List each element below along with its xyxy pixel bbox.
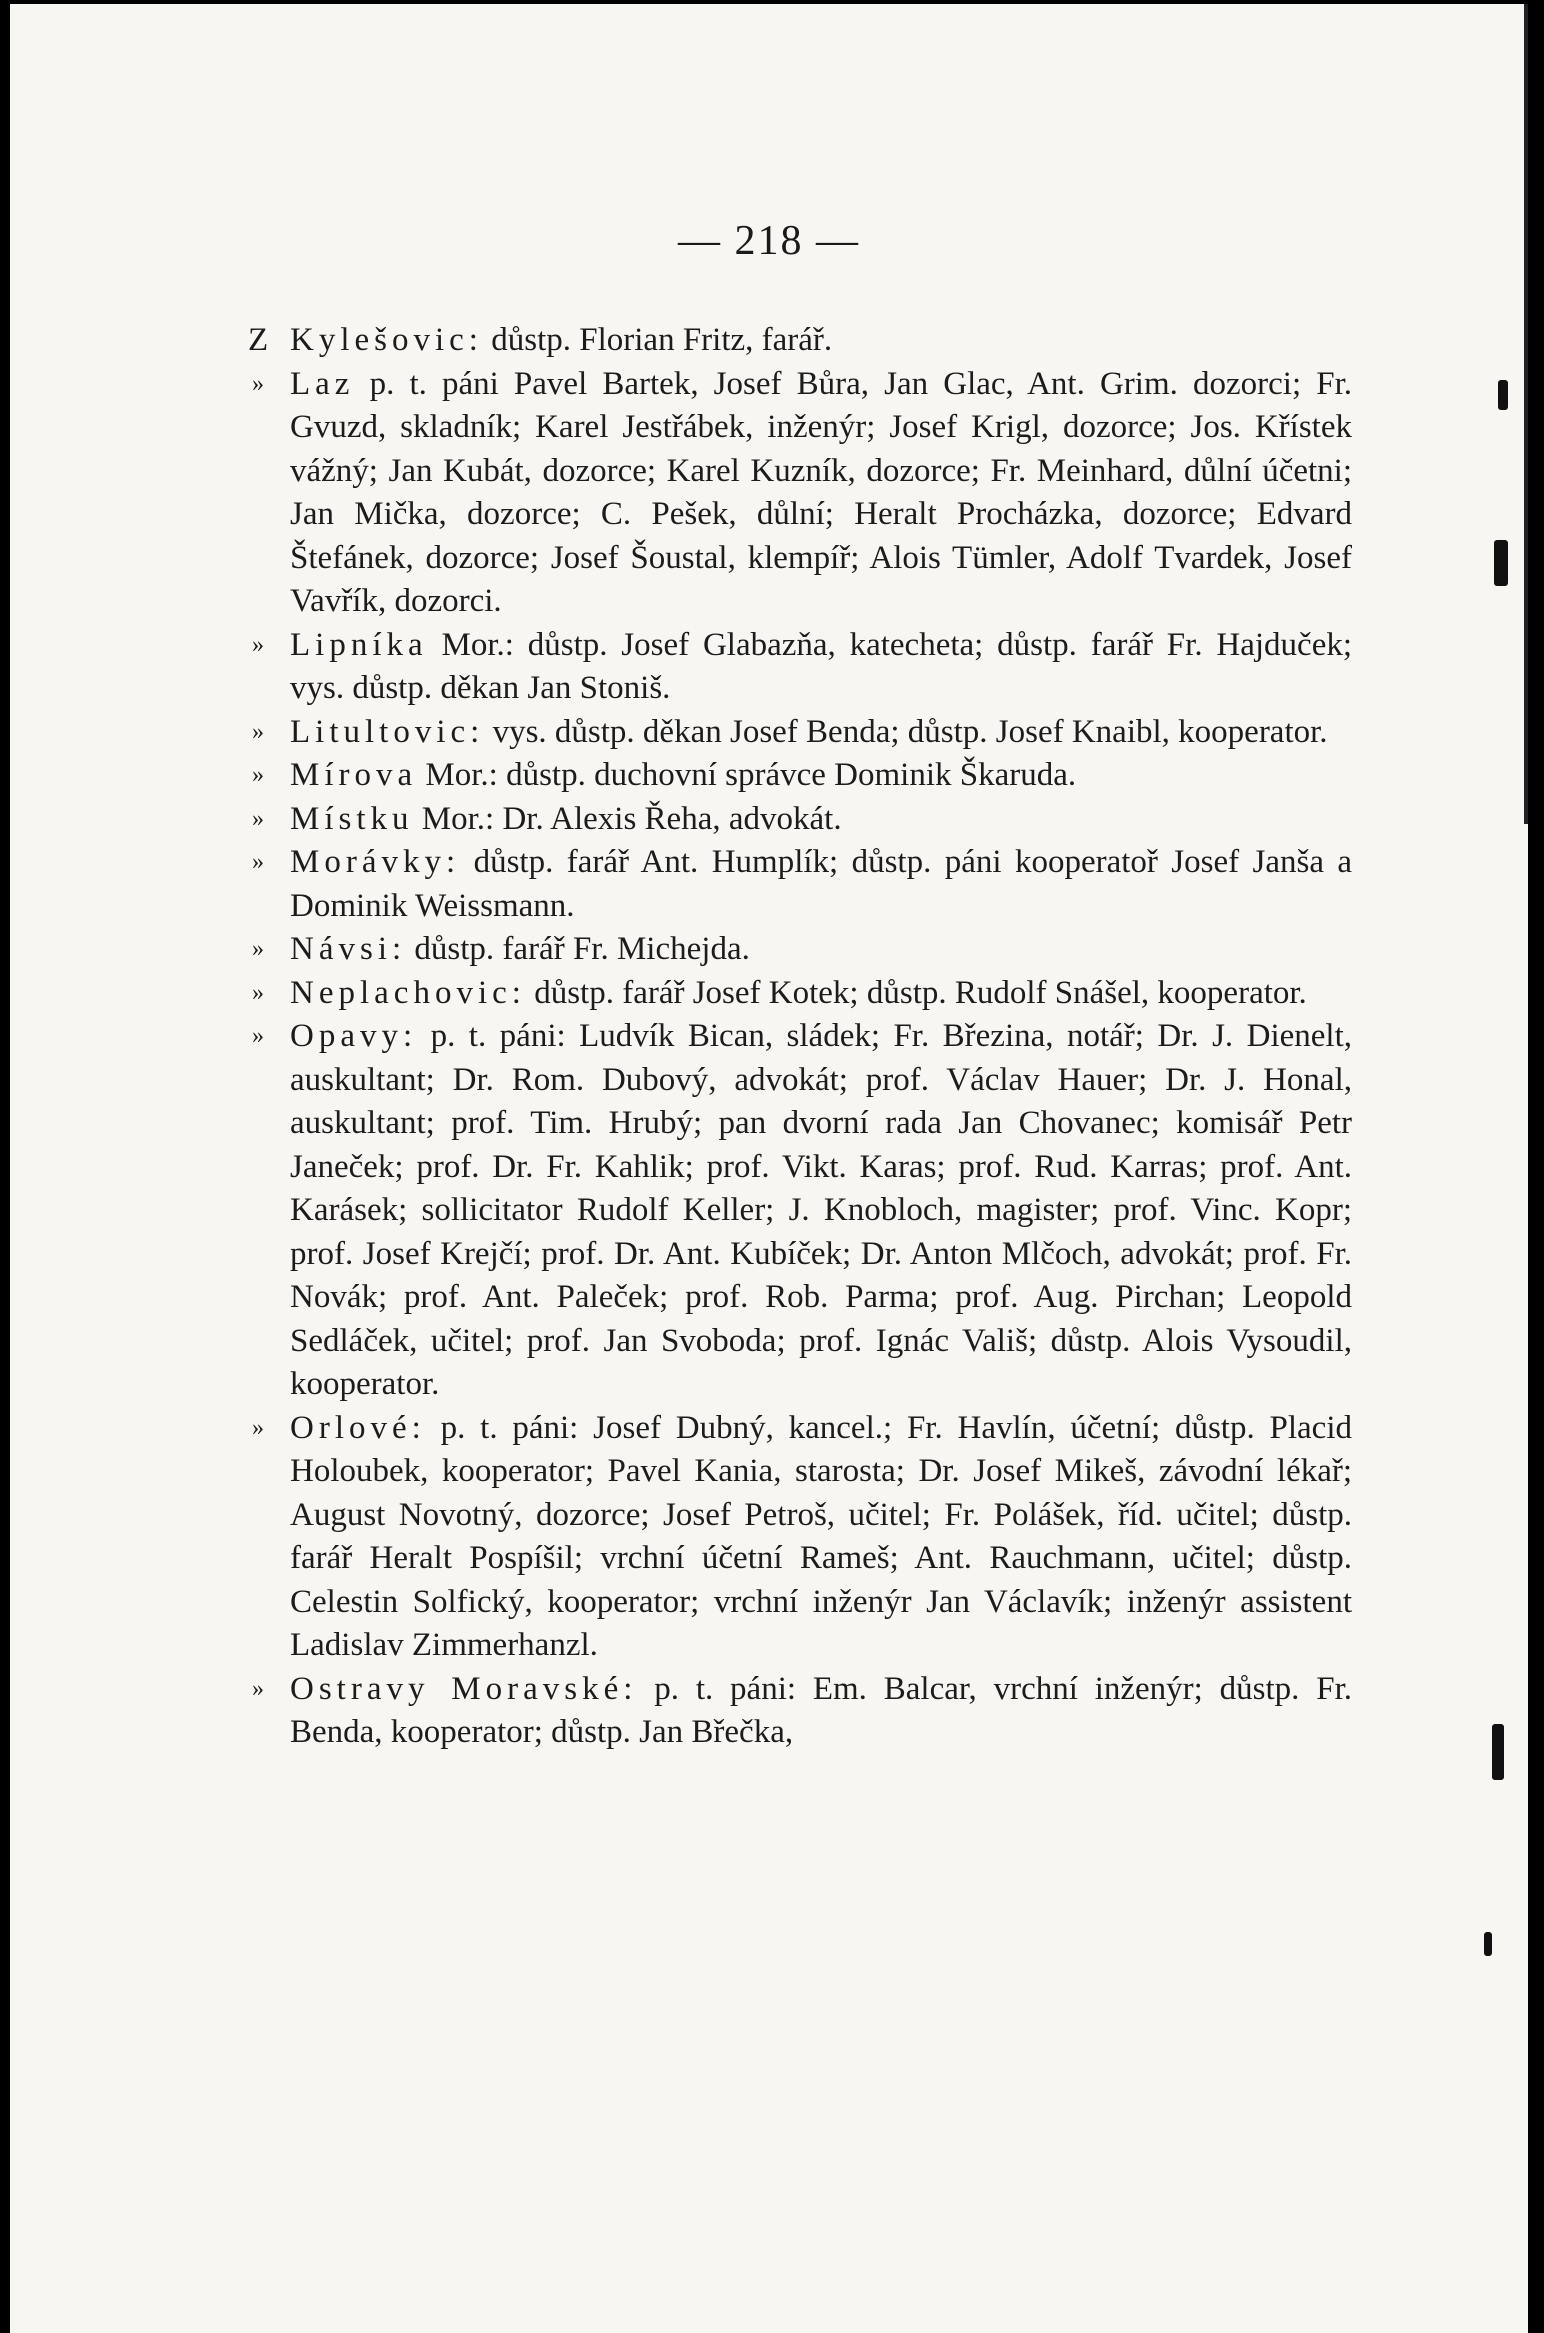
place-name: Ostravy Moravské: <box>290 1670 638 1707</box>
entry-marker: » <box>252 1414 264 1441</box>
page-edge-rule <box>1524 4 1528 824</box>
entry-marker: » <box>252 1675 264 1702</box>
entry-text: Mor.: důstp. duchovní správce Dominik Škaruda. <box>425 757 1077 793</box>
place-name: Laz <box>290 365 355 402</box>
place-name: Neplachovic: <box>290 974 526 1011</box>
place-name: Litultovic: <box>290 713 485 750</box>
place-name: Mírova <box>290 757 418 793</box>
entry-text: vys. důstp. děkan Josef Benda; důstp. Josef Knaibl, kooperator. <box>492 713 1328 750</box>
directory-list <box>242 319 1352 1755</box>
place-name: Lipníka <box>290 626 428 663</box>
entry-marker: Z <box>248 322 269 358</box>
place-name: Místku <box>290 800 414 837</box>
entry-text: důstp. Florian Fritz, farář. <box>491 322 833 358</box>
ink-blot <box>1484 1932 1492 1956</box>
entry-marker: » <box>252 718 264 745</box>
ink-blot <box>1498 380 1508 410</box>
place-name: Orlové: <box>290 1409 426 1446</box>
entry-marker: » <box>252 979 264 1006</box>
place-name: Návsi: <box>290 931 407 967</box>
place-name: Opavy: <box>290 1018 418 1054</box>
entry-text: p. t. páni Pavel Bartek, Josef Bůra, Jan Glac, Ant. Grim. dozorci; Fr. Gvuzd, skladník; Karel Jestřábek, inženýr; Josef Krigl, dozorce; Jos. Křístek vážný; Jan Kubát, dozorce; Karel Kuzník, dozorce; Fr. Meinhard, důlní účetni; Jan Mička, dozorce; C. Pešek, důlní; Heralt Procházka, dozorce; Edvard Štefánek, dozorce; Josef Šoustal, klempíř; Alois Tümler, Adolf Tvardek, Josef Vavřík, dozorci. <box>290 365 1352 619</box>
entry-marker: » <box>252 805 264 832</box>
list-item <box>242 319 1352 363</box>
entry-text: důstp. farář Fr. Michejda. <box>414 931 750 967</box>
list-item <box>242 754 1352 798</box>
entry-marker: » <box>252 849 264 875</box>
entry-marker: » <box>252 631 264 658</box>
list-item <box>242 711 1352 755</box>
list-item <box>242 1407 1352 1668</box>
place-name: Kylešovic: <box>290 322 483 358</box>
list-item <box>242 1668 1352 1755</box>
entry-marker: » <box>252 1023 264 1049</box>
entry-text: p. t. páni: Josef Dubný, kancel.; Fr. Havlín, účetní; důstp. Placid Holoubek, kooperator; Pavel Kania, starosta; Dr. Josef Mikeš, závodní lékař; August Novotný, dozorce; Josef Petroš, učitel; Fr. Polášek, říd. učitel; důstp. farář Heralt Pospíšil; vrchní účetní Rameš; Ant. Rauchmann, učitel; důstp. Celestin Solfický, kooperator; vrchní inženýr Jan Václavík; inženýr assistent Ladislav Zimmerhanzl. <box>290 1409 1352 1663</box>
entry-marker: » <box>252 762 264 788</box>
place-name: Morávky: <box>290 844 461 880</box>
scanned-page <box>10 4 1528 2333</box>
entry-text: Mor.: důstp. Josef Glabazňa, katecheta; důstp. farář Fr. Hajduček; vys. důstp. děkan Jan Stoniš. <box>290 626 1353 706</box>
ink-blot <box>1492 1724 1504 1780</box>
entry-text: p. t. páni: Ludvík Bican, sládek; Fr. Březina, notář; Dr. J. Dienelt, auskultant; Dr. Rom. Dubový, advokát; prof. Václav Hauer; Dr. J. Honal, auskultant; prof. Tim. Hrubý; pan dvorní rada Jan Chovanec; komisář Petr Janeček; prof. Dr. Fr. Kahlik; prof. Vikt. Karas; prof. Rud. Karras; prof. Ant. Karásek; sollicitator Rudolf Keller; J. Knobloch, magister; prof. Vinc. Kopr; prof. Josef Krejčí; prof. Dr. Ant. Kubíček; Dr. Anton Mlčoch, advokát; prof. Fr. Novák; prof. Ant. Paleček; prof. Rob. Parma; prof. Aug. Pirchan; Leopold Sedláček, učitel; prof. Jan Svoboda; prof. Ignác Vališ; důstp. Alois Vysoudil, kooperator. <box>290 1018 1352 1402</box>
entry-text: důstp. farář Josef Kotek; důstp. Rudolf Snášel, kooperator. <box>534 974 1307 1011</box>
list-item <box>242 972 1352 1016</box>
list-item <box>242 1015 1352 1407</box>
list-item <box>242 798 1352 842</box>
entry-marker: » <box>252 370 264 397</box>
entry-text: Mor.: Dr. Alexis Řeha, advokát. <box>421 800 842 837</box>
entry-text: důstp. farář Ant. Humplík; důstp. páni kooperatoř Josef Janša a Dominik Weissmann. <box>290 844 1353 924</box>
ink-blot <box>1494 540 1508 586</box>
list-item <box>242 928 1352 972</box>
entry-marker: » <box>252 936 264 962</box>
page-number: — 218 — <box>678 218 860 264</box>
list-item <box>242 624 1352 711</box>
list-item <box>242 841 1352 928</box>
list-item <box>242 363 1352 624</box>
entry-text: p. t. páni: Em. Balcar, vrchní inženýr; důstp. Fr. Benda, kooperator; důstp. Jan Břečka, <box>290 1670 1353 1750</box>
